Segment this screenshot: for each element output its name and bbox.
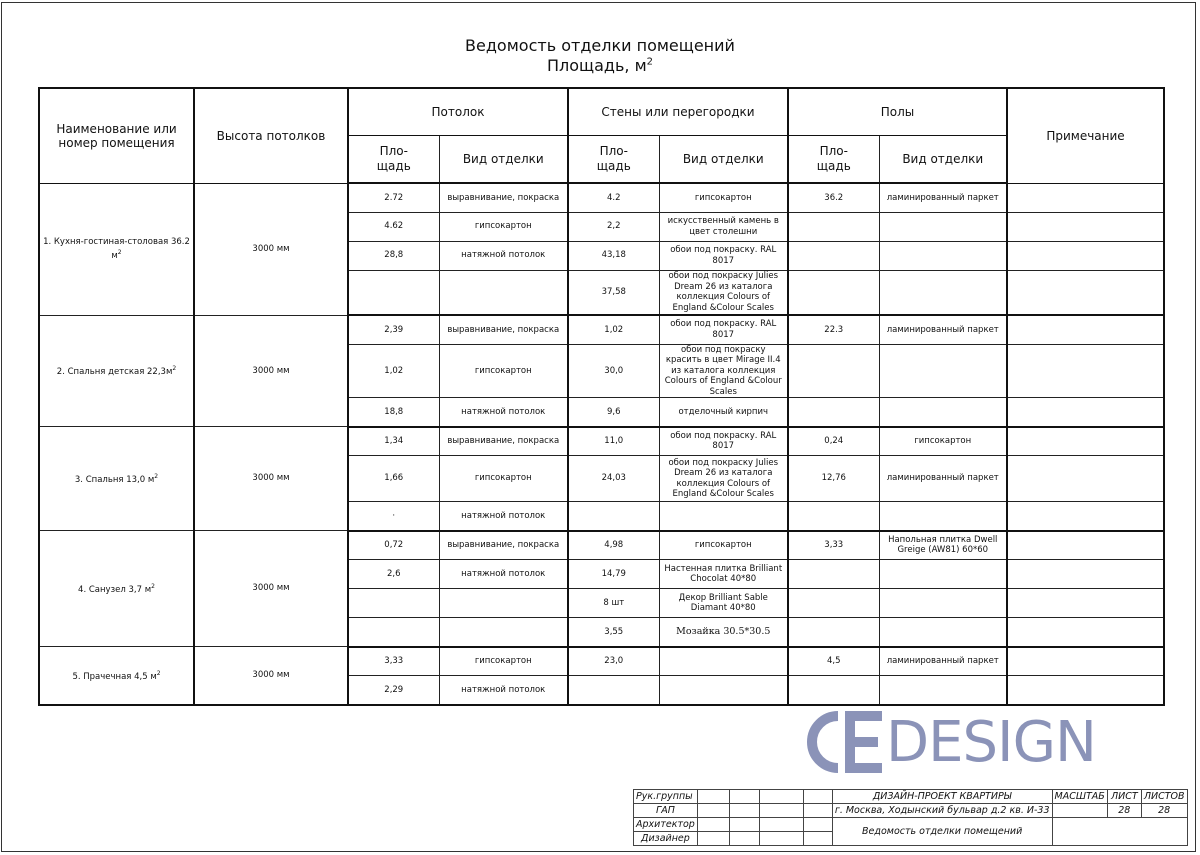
room-name: 3. Спальня 13,0 $м^2$ <box>39 427 194 531</box>
ceiling-height: 3000 мм <box>194 427 348 531</box>
ceiling-area: 18,8 <box>348 398 439 427</box>
ceiling-finish: натяжной потолок <box>439 398 568 427</box>
note <box>1007 618 1164 647</box>
floors-area: 3,33 <box>788 531 879 560</box>
title-block-stamp <box>633 789 1188 846</box>
floors-area <box>788 589 879 618</box>
role-gap: ГАП <box>634 804 698 818</box>
ceiling-area: 4.62 <box>348 212 439 241</box>
ceiling-finish: выравнивание, покраска <box>439 531 568 560</box>
ceiling-finish: выравнивание, покраска <box>439 183 568 212</box>
sheets-label: ЛИСТОВ <box>1141 790 1187 804</box>
sheets-total: 28 <box>1141 804 1187 818</box>
floors-area <box>788 241 879 270</box>
note <box>1007 502 1164 531</box>
floors-finish: гипсокартон <box>879 427 1007 456</box>
note <box>1007 676 1164 705</box>
ceiling-finish <box>439 618 568 647</box>
floors-area: 22.3 <box>788 315 879 344</box>
project-title: ДИЗАЙН-ПРОЕКТ КВАРТИРЫ <box>832 790 1052 804</box>
floors-area <box>788 270 879 315</box>
header-floors: Полы <box>788 88 1007 136</box>
floors-finish <box>879 241 1007 270</box>
floors-finish <box>879 270 1007 315</box>
walls-finish <box>659 502 788 531</box>
walls-finish: отделочный кирпич <box>659 398 788 427</box>
oe-design-logo <box>798 708 1108 776</box>
header-floors-finish: Вид отделки <box>879 136 1007 184</box>
ceiling-area <box>348 270 439 315</box>
walls-area: 3,55 <box>568 618 659 647</box>
floors-area: 4,5 <box>788 647 879 676</box>
note <box>1007 212 1164 241</box>
project-address: г. Москва, Ходынский бульвар д.2 кв. И-33 <box>832 804 1052 818</box>
walls-finish <box>659 647 788 676</box>
floors-area <box>788 502 879 531</box>
room-name: 5. Прачечная 4,5 $м^2$ <box>39 647 194 705</box>
header-height: Высота потолков <box>194 88 348 183</box>
oe-logo-mark <box>798 708 890 776</box>
walls-finish: искусственный камень в цвет столешни <box>659 212 788 241</box>
floors-area <box>788 398 879 427</box>
ceiling-area: 28,8 <box>348 241 439 270</box>
floors-area <box>788 344 879 398</box>
floors-finish: ламинированный паркет <box>879 183 1007 212</box>
note <box>1007 647 1164 676</box>
walls-area: 8 шт <box>568 589 659 618</box>
walls-finish: Настенная плитка Brilliant Chocolat 40*80 <box>659 560 788 589</box>
ceiling-area: 3,33 <box>348 647 439 676</box>
role-architect: Архитектор <box>634 818 698 832</box>
walls-finish: обои под покраску красить в цвет Mirage II.4 из каталога коллекция Colours of England &Colour Scales <box>659 344 788 398</box>
floors-area <box>788 560 879 589</box>
floors-finish: Напольная плитка Dwell Greige (AW81) 60*60 <box>879 531 1007 560</box>
note <box>1007 183 1164 212</box>
floors-finish <box>879 676 1007 705</box>
table-row <box>39 427 1164 456</box>
header-walls-finish: Вид отделки <box>659 136 788 184</box>
ceiling-height: 3000 мм <box>194 647 348 705</box>
document-title: Ведомость отделки помещений <box>465 36 735 55</box>
ceiling-finish: выравнивание, покраска <box>439 315 568 344</box>
walls-area <box>568 502 659 531</box>
walls-finish: гипсокартон <box>659 531 788 560</box>
walls-area: 1,02 <box>568 315 659 344</box>
ceiling-finish <box>439 589 568 618</box>
floors-finish: ламинированный паркет <box>879 456 1007 502</box>
ceiling-finish: натяжной потолок <box>439 241 568 270</box>
floors-area: 36.2 <box>788 183 879 212</box>
walls-finish: Мозайка 30.5*30.5 <box>659 618 788 647</box>
note <box>1007 241 1164 270</box>
walls-finish: гипсокартон <box>659 183 788 212</box>
floors-area <box>788 618 879 647</box>
ceiling-finish: натяжной потолок <box>439 676 568 705</box>
sheet-title: Ведомость отделки помещений <box>832 818 1052 846</box>
walls-area: 24,03 <box>568 456 659 502</box>
table-row <box>39 647 1164 676</box>
ceiling-area: 2,6 <box>348 560 439 589</box>
walls-area: 23,0 <box>568 647 659 676</box>
walls-finish <box>659 676 788 705</box>
note <box>1007 315 1164 344</box>
walls-area: 4,98 <box>568 531 659 560</box>
sheet-number: 28 <box>1107 804 1141 818</box>
room-name: 2. Спальня детская $22,3м^2$ <box>39 315 194 427</box>
ceiling-finish: выравнивание, покраска <box>439 427 568 456</box>
ceiling-area: 1,34 <box>348 427 439 456</box>
sheet-label: ЛИСТ <box>1107 790 1141 804</box>
header-walls-area: Пло- щадь <box>568 136 659 184</box>
note <box>1007 398 1164 427</box>
document-subtitle: Площадь, $м^2$ <box>546 56 654 75</box>
note <box>1007 344 1164 398</box>
floors-finish <box>879 344 1007 398</box>
table-row <box>39 531 1164 560</box>
logo-wordmark: DESIGN <box>886 710 1096 775</box>
ceiling-area: 0,72 <box>348 531 439 560</box>
walls-area: 37,58 <box>568 270 659 315</box>
floors-finish <box>879 212 1007 241</box>
ceiling-area <box>348 589 439 618</box>
walls-area: 11,0 <box>568 427 659 456</box>
role-lead: Рук.группы <box>634 790 698 804</box>
ceiling-finish: гипсокартон <box>439 344 568 398</box>
header-room: Наименование или номер помещения <box>39 88 194 183</box>
walls-finish: обои под покраску. RAL 8017 <box>659 315 788 344</box>
walls-finish: обои под покраску Julies Dream 26 из каталога коллекция Colours of England &Colour Scales <box>659 270 788 315</box>
ceiling-finish: натяжной потолок <box>439 560 568 589</box>
walls-area <box>568 676 659 705</box>
ceiling-area: 2,29 <box>348 676 439 705</box>
role-designer: Дизайнер <box>634 832 698 846</box>
floors-finish <box>879 502 1007 531</box>
room-name: 1. Кухня-гостиная-столовая 36.2 $м^2$ <box>39 183 194 315</box>
floors-finish: ламинированный паркет <box>879 315 1007 344</box>
note <box>1007 427 1164 456</box>
walls-finish: обои под покраску. RAL 8017 <box>659 427 788 456</box>
note <box>1007 560 1164 589</box>
floors-area: 12,76 <box>788 456 879 502</box>
walls-finish: Декор Brilliant Sable Diamant 40*80 <box>659 589 788 618</box>
floors-area <box>788 676 879 705</box>
ceiling-area <box>348 618 439 647</box>
floors-finish: ламинированный паркет <box>879 647 1007 676</box>
ceiling-height: 3000 мм <box>194 183 348 315</box>
walls-area: 2,2 <box>568 212 659 241</box>
ceiling-area: · <box>348 502 439 531</box>
floors-finish <box>879 398 1007 427</box>
finish-schedule-table <box>38 87 1165 706</box>
ceiling-area: 2,39 <box>348 315 439 344</box>
header-ceiling-area: Пло- щадь <box>348 136 439 184</box>
floors-finish <box>879 560 1007 589</box>
ceiling-finish: натяжной потолок <box>439 502 568 531</box>
walls-area: 43,18 <box>568 241 659 270</box>
note <box>1007 456 1164 502</box>
floors-finish <box>879 618 1007 647</box>
header-floors-area: Пло- щадь <box>788 136 879 184</box>
ceiling-area: 2.72 <box>348 183 439 212</box>
header-ceiling-finish: Вид отделки <box>439 136 568 184</box>
walls-area: 14,79 <box>568 560 659 589</box>
note <box>1007 270 1164 315</box>
ceiling-height: 3000 мм <box>194 531 348 647</box>
floors-area <box>788 212 879 241</box>
room-name: 4. Санузел 3,7 $м^2$ <box>39 531 194 647</box>
ceiling-area: 1,66 <box>348 456 439 502</box>
walls-finish: обои под покраску. RAL 8017 <box>659 241 788 270</box>
header-note: Примечание <box>1007 88 1164 183</box>
ceiling-finish <box>439 270 568 315</box>
floors-area: 0,24 <box>788 427 879 456</box>
walls-finish: обои под покраску Julies Dream 26 из каталога коллекция Colours of England &Colour Scales <box>659 456 788 502</box>
header-ceiling: Потолок <box>348 88 568 136</box>
table-row <box>39 183 1164 212</box>
walls-area: 9,6 <box>568 398 659 427</box>
scale-label: МАСШТАБ <box>1052 790 1107 804</box>
note <box>1007 589 1164 618</box>
ceiling-finish: гипсокартон <box>439 456 568 502</box>
ceiling-finish: гипсокартон <box>439 647 568 676</box>
header-walls: Стены или перегородки <box>568 88 788 136</box>
note <box>1007 531 1164 560</box>
ceiling-area: 1,02 <box>348 344 439 398</box>
floors-finish <box>879 589 1007 618</box>
ceiling-height: 3000 мм <box>194 315 348 427</box>
walls-area: 30,0 <box>568 344 659 398</box>
table-row <box>39 315 1164 344</box>
ceiling-finish: гипсокартон <box>439 212 568 241</box>
walls-area: 4.2 <box>568 183 659 212</box>
